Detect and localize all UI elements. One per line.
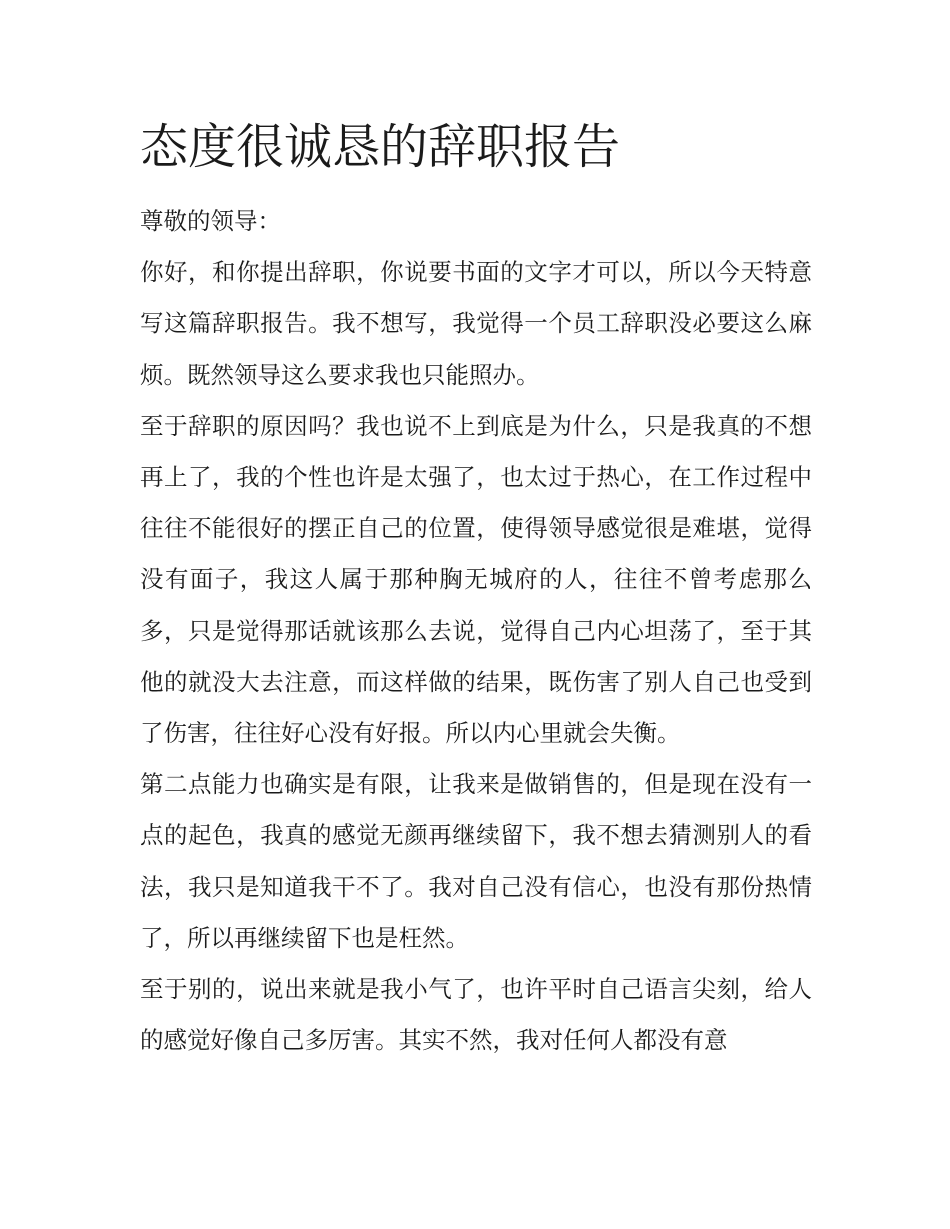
paragraph-2: 至于辞职的原因吗？我也说不上到底是为什么，只是我真的不想再上了，我的个性也许是太强了，也太过于热心，在工作过程中往往不能很好的摆正自己的位置，使得领导感觉很是难堪，觉得没有面子，我这人属于那种胸无城府的人，往往不曾考虑那么多，只是觉得那话就该那么去说，觉得自己内心坦荡了，至于其他的就没大去注意，而这样做的结果，既伤害了别人自己也受到了伤害，往往好心没有好报。所以内心里就会失衡。 <box>140 411 812 748</box>
paragraph-4: 至于别的，说出来就是我小气了，也许平时自己语言尖刻，给人的感觉好像自己多厉害。其实不然，我对任何人都没有意 <box>140 975 812 1055</box>
document-body <box>140 196 812 1066</box>
document-title: 态度很诚恳的辞职报告 <box>140 119 621 175</box>
salutation: 尊敬的领导： <box>140 207 281 235</box>
paragraph-3: 第二点能力也确实是有限，让我来是做销售的，但是现在没有一点的起色，我真的感觉无颜再继续留下，我不想去猜测别人的看法，我只是知道我干不了。我对自己没有信心，也没有那份热情了，所以再继续留下也是枉然。 <box>140 770 812 952</box>
paragraph-1: 你好，和你提出辞职，你说要书面的文字才可以，所以今天特意写这篇辞职报告。我不想写，我觉得一个员工辞职没必要这么麻烦。既然领导这么要求我也只能照办。 <box>140 258 812 389</box>
